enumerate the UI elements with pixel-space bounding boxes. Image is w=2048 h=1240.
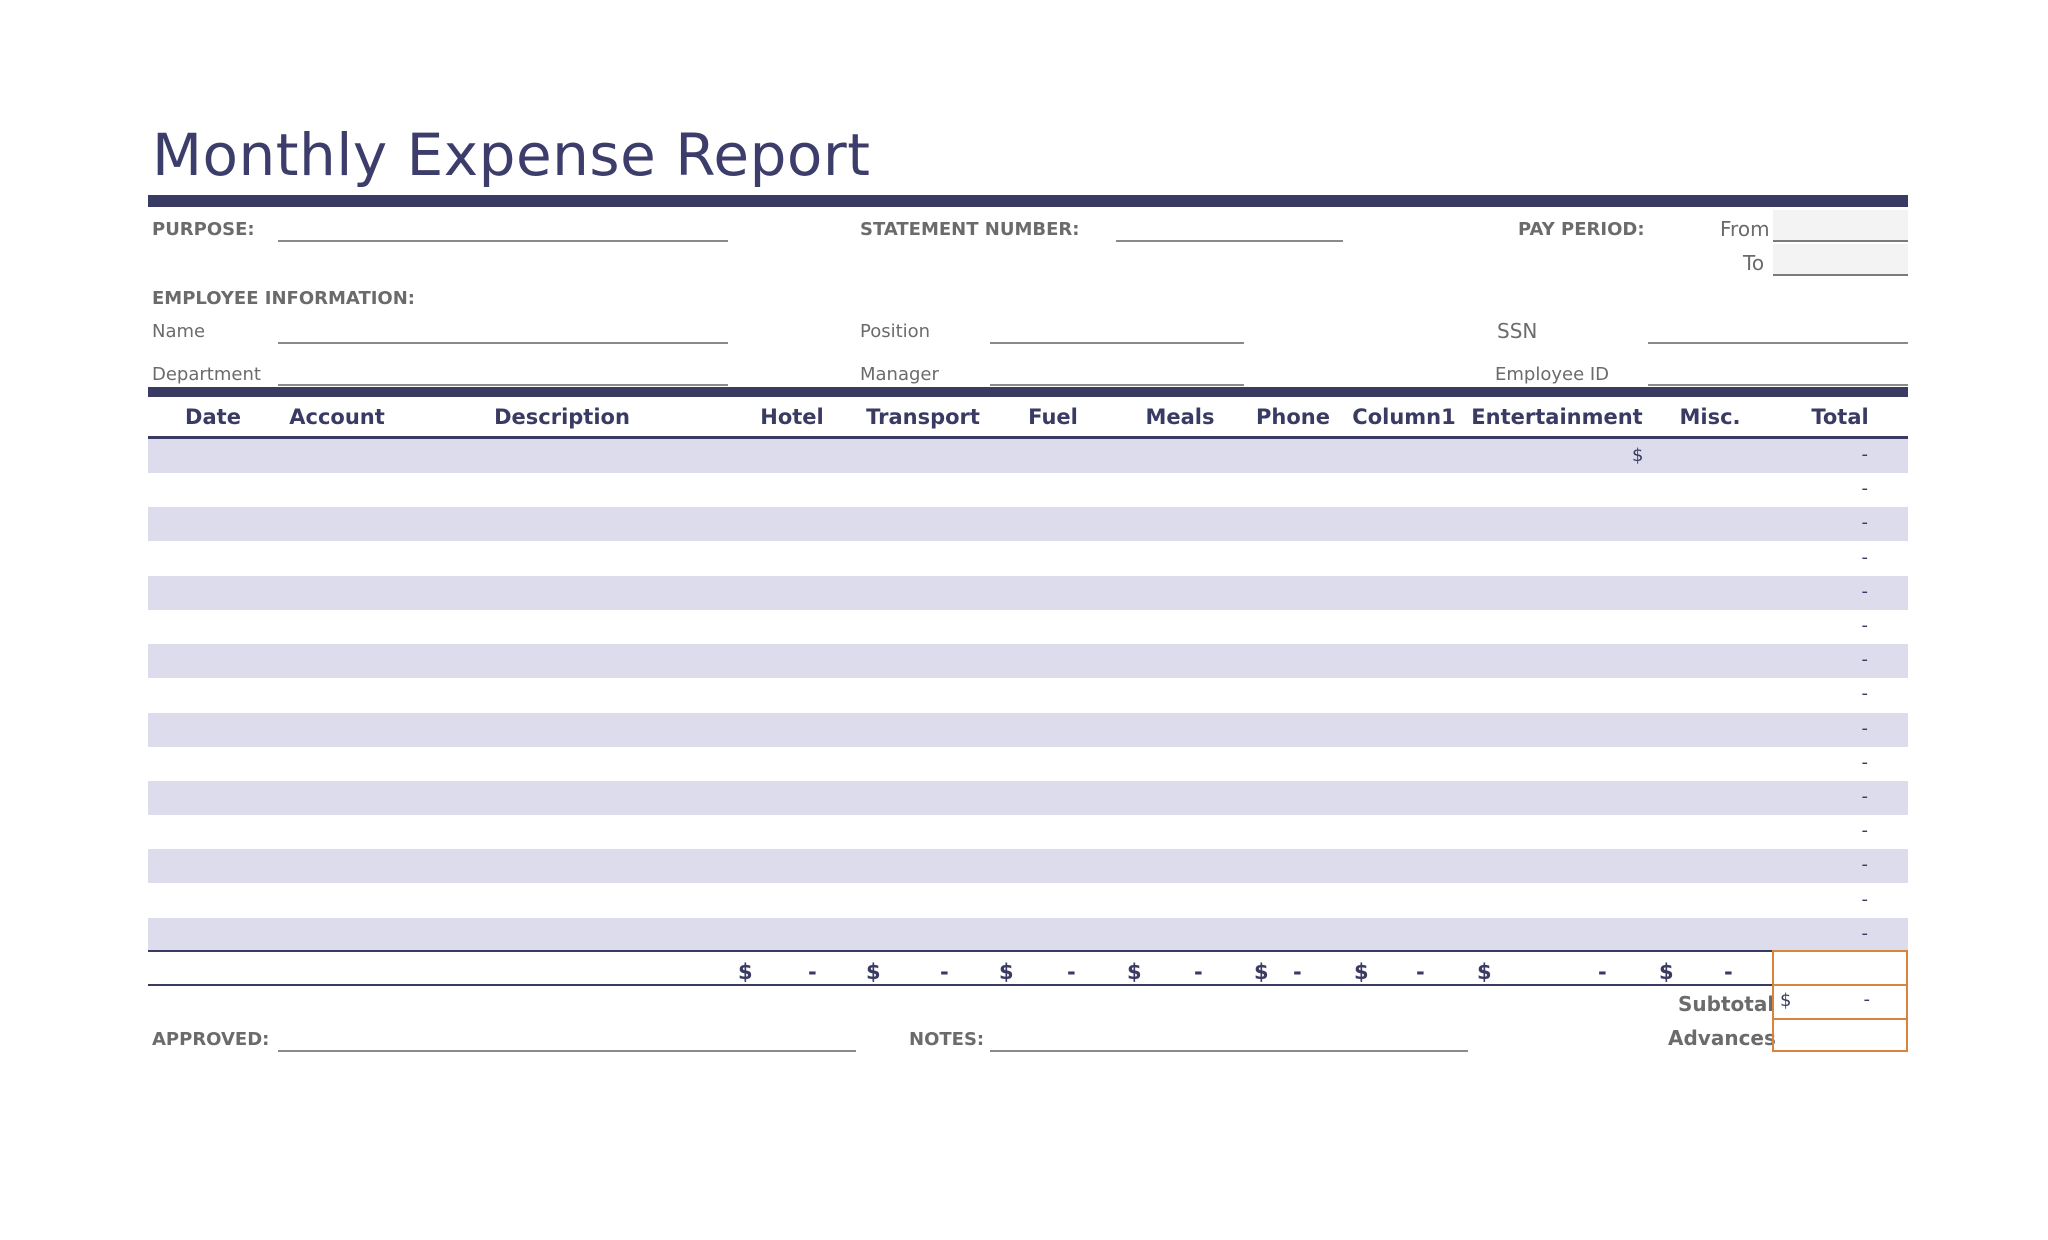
advances-cell[interactable] xyxy=(1772,1018,1908,1052)
column-total-value: - xyxy=(1724,960,1733,984)
column-header: Description xyxy=(494,405,630,429)
column-total-value: - xyxy=(808,960,817,984)
to-label: To xyxy=(1743,251,1765,275)
employee-info-label: EMPLOYEE INFORMATION: xyxy=(152,288,415,309)
subtotal-value: - xyxy=(1863,989,1870,1010)
row-total-value: - xyxy=(1861,478,1868,500)
column-total-value: - xyxy=(1598,960,1607,984)
column-total-currency: $ xyxy=(1127,960,1142,984)
statement-number-label: STATEMENT NUMBER: xyxy=(860,219,1080,240)
totals-bottom-line xyxy=(148,984,1774,986)
column-total-currency: $ xyxy=(999,960,1014,984)
table-row[interactable] xyxy=(148,781,1908,815)
from-underline xyxy=(1773,240,1908,242)
row-total-value: - xyxy=(1861,649,1868,671)
pay-period-to-field[interactable] xyxy=(1773,244,1908,274)
table-row[interactable] xyxy=(148,644,1908,678)
column-total-currency: $ xyxy=(1477,960,1492,984)
column-header: Column1 xyxy=(1352,405,1456,429)
row-total-value: - xyxy=(1861,786,1868,807)
table-row[interactable] xyxy=(148,713,1908,747)
name-label: Name xyxy=(152,321,206,342)
manager-field[interactable] xyxy=(990,384,1244,386)
table-row[interactable] xyxy=(148,507,1908,541)
totals-top-line xyxy=(148,950,1908,952)
subtotal-currency: $ xyxy=(1780,990,1792,1011)
table-row[interactable] xyxy=(148,439,1908,473)
department-label: Department xyxy=(152,364,261,385)
column-header: Entertainment xyxy=(1471,405,1643,429)
title-divider xyxy=(148,195,1908,207)
manager-label: Manager xyxy=(860,364,939,385)
table-row[interactable] xyxy=(148,576,1908,610)
purpose-field[interactable] xyxy=(278,240,728,242)
row-total-value: - xyxy=(1861,751,1868,773)
column-total-currency: $ xyxy=(1659,960,1674,984)
name-field[interactable] xyxy=(278,342,728,344)
page-title: Monthly Expense Report xyxy=(152,121,871,189)
advances-label: Advances xyxy=(1668,1026,1776,1050)
purpose-label: PURPOSE: xyxy=(152,219,255,240)
table-row[interactable] xyxy=(148,815,1908,849)
column-total-currency: $ xyxy=(1254,960,1269,984)
column-total-value: - xyxy=(940,960,949,984)
column-header: Fuel xyxy=(1028,405,1078,429)
row-total-value: - xyxy=(1861,888,1868,910)
column-total-currency: $ xyxy=(738,960,753,984)
position-field[interactable] xyxy=(990,342,1244,344)
column-total-value: - xyxy=(1416,960,1425,984)
column-header: Account xyxy=(289,405,385,429)
column-header: Total xyxy=(1811,405,1869,429)
ssn-label: SSN xyxy=(1497,319,1538,343)
table-row[interactable] xyxy=(148,473,1908,507)
table-row[interactable] xyxy=(148,678,1908,712)
table-row[interactable] xyxy=(148,849,1908,883)
column-header: Misc. xyxy=(1679,405,1741,429)
table-row[interactable] xyxy=(148,542,1908,576)
statement-number-field[interactable] xyxy=(1116,240,1343,242)
pay-period-label: PAY PERIOD: xyxy=(1518,219,1645,240)
column-total-currency: $ xyxy=(1354,960,1369,984)
notes-field[interactable] xyxy=(990,1050,1468,1052)
row-total-value: - xyxy=(1861,615,1868,636)
row-total-value: - xyxy=(1861,512,1868,534)
column-header: Hotel xyxy=(760,405,824,429)
row-total-value: - xyxy=(1861,717,1868,739)
column-total-value: - xyxy=(1194,960,1203,984)
column-total-currency: $ xyxy=(866,960,881,984)
grand-total-cell[interactable] xyxy=(1772,950,1908,986)
row-total-value: - xyxy=(1861,820,1868,842)
column-header: Meals xyxy=(1145,405,1215,429)
row-total-value: - xyxy=(1861,922,1868,944)
column-total-value: - xyxy=(1067,960,1076,984)
position-label: Position xyxy=(860,321,931,342)
employee-id-field[interactable] xyxy=(1648,384,1908,386)
department-field[interactable] xyxy=(278,384,728,386)
row-total-value: - xyxy=(1861,854,1868,876)
approved-label: APPROVED: xyxy=(152,1029,270,1050)
row-total-value: - xyxy=(1861,444,1868,465)
from-label: From xyxy=(1720,217,1770,241)
table-row[interactable] xyxy=(148,884,1908,918)
header-divider xyxy=(148,387,1908,397)
subtotal-cell[interactable] xyxy=(1772,984,1908,1020)
approved-field[interactable] xyxy=(278,1050,856,1052)
to-underline xyxy=(1773,274,1908,276)
row-total-value: - xyxy=(1861,683,1868,705)
employee-id-label: Employee ID xyxy=(1495,364,1610,385)
table-row[interactable] xyxy=(148,918,1908,952)
ssn-field[interactable] xyxy=(1648,342,1908,344)
notes-label: NOTES: xyxy=(909,1029,985,1050)
column-header: Date xyxy=(185,405,241,429)
column-header: Transport xyxy=(866,405,980,429)
subtotal-label: Subtotal xyxy=(1678,992,1775,1016)
column-header: Phone xyxy=(1256,405,1330,429)
column-total-value: - xyxy=(1293,960,1302,984)
pay-period-from-field[interactable] xyxy=(1773,210,1908,240)
table-row[interactable] xyxy=(148,747,1908,781)
row-total-value: - xyxy=(1861,546,1868,568)
row-total-currency: $ xyxy=(1632,445,1644,466)
row-total-value: - xyxy=(1861,580,1868,602)
table-row[interactable] xyxy=(148,610,1908,644)
